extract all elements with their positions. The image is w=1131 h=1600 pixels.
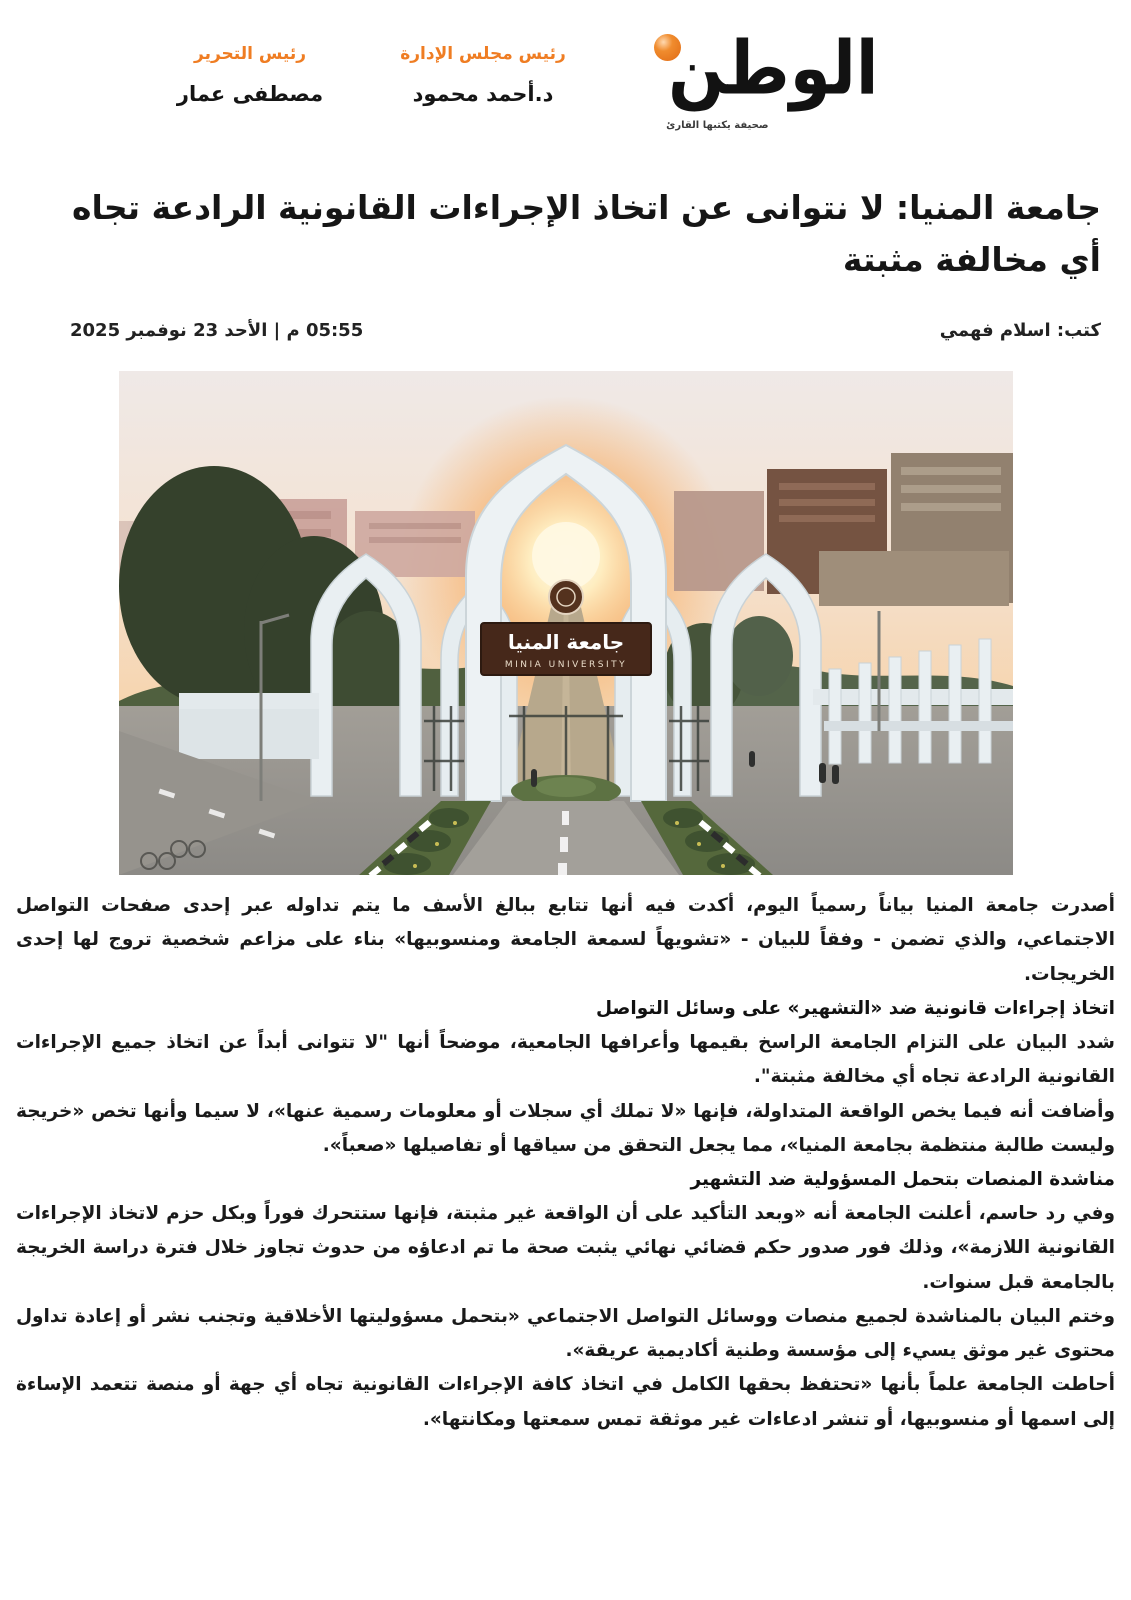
article-datetime: 05:55 م | الأحد 23 نوفمبر 2025 bbox=[70, 320, 364, 342]
article-main bbox=[0, 182, 1131, 1477]
section-heading: مناشدة المنصات بتحمل المسؤولية ضد التشهير bbox=[690, 1169, 1115, 1190]
editor-block bbox=[163, 28, 338, 106]
chairman-name: د.أحمد محمود bbox=[412, 82, 554, 106]
gate-photo-illustration bbox=[119, 371, 1013, 875]
chairman-block bbox=[396, 28, 571, 106]
site-header bbox=[0, 0, 1131, 152]
gate-sign-english: MINIA UNIVERSITY bbox=[504, 660, 627, 671]
article-photo bbox=[119, 371, 1013, 875]
site-logo[interactable] bbox=[629, 25, 879, 146]
article-paragraph: شدد البيان على التزام الجامعة الراسخ بقيمها وأعرافها الجامعية، موضحاً أنها "لا تتوانى أبداً عن اتخاذ جميع الإجراءات القانونية الرادعة تجاه أي مخالفة مثبتة". bbox=[16, 1032, 1115, 1088]
article-author: كتب: اسلام فهمي bbox=[939, 320, 1101, 342]
article-title: جامعة المنيا: لا نتوانى عن اتخاذ الإجراءات القانونية الرادعة تجاه أي مخالفة مثبتة bbox=[72, 188, 1101, 280]
logo-tagline: صحيفة يكتبها القارئ bbox=[666, 120, 769, 131]
article-paragraph: أحاطت الجامعة علماً بأنها «تحتفظ بحقها الكامل في اتخاذ كافة الإجراءات القانونية تجاه أي جهة أو منصة تتعمد الإساءة إلى اسمها أو منسوبيها، أو تنشر ادعاءات غير موثقة تمس سمعتها ومكانتها». bbox=[16, 1374, 1115, 1430]
byline-row bbox=[70, 320, 1101, 341]
article-paragraph: وختم البيان بالمناشدة لجميع منصات ووسائل التواصل الاجتماعي «بتحمل مسؤوليتها الأخلاقية وتجنب نشر أو إعادة تداول محتوى غير موثق يسيء إلى مؤسسة وطنية أكاديمية عريقة». bbox=[16, 1305, 1115, 1362]
section-heading: اتخاذ إجراءات قانونية ضد «التشهير» على وسائل التواصل bbox=[596, 997, 1115, 1019]
article-paragraph: أصدرت جامعة المنيا بياناً رسمياً اليوم، أكدت فيه أنها تتابع ببالغ الأسف ما يتم تداوله عبر إحدى صفحات التواصل الاجتماعي، والذي تضمن - وفقاً للبيان - «تشويهاً لسمعة الجامعة ومنسوبيها» بناء على مزاعم شخصية تروج لها إحدى الخريجات. bbox=[16, 895, 1115, 985]
article-body bbox=[16, 889, 1115, 1477]
chairman-label: رئيس مجلس الإدارة bbox=[400, 44, 566, 64]
article-paragraph: وأضافت أنه فيما يخص الواقعة المتداولة، فإنها «لا تملك أي سجلات أو معلومات رسمية عنها»، لا سيما وأنها تخص «خريجة وليست طالبة منتظمة بجامعة المنيا»، مما يجعل التحقق من سياقها أو تفاصيلها «صعباً». bbox=[16, 1100, 1115, 1156]
gate-sign-arabic: جامعة المنيا bbox=[507, 630, 624, 655]
editor-label: رئيس التحرير bbox=[194, 44, 306, 64]
logo-wordmark: الوطن bbox=[668, 25, 879, 112]
gate-sign bbox=[481, 623, 651, 675]
article-paragraph: وفي رد حاسم، أعلنت الجامعة أنه «وبعد التأكيد على أن الواقعة غير مثبتة، فإنها ستتحرك فوراً وبكل حزم لاتخاذ الإجراءات القانونية اللازمة»، وذلك فور صدور حكم قضائي نهائي يثبت صحة ما تم ادعاؤه من حدوث تجاوز خلال فترة دراسة الخريجة بالجامعة قبل سنوات. bbox=[16, 1203, 1115, 1293]
editor-name: مصطفى عمار bbox=[176, 82, 324, 106]
